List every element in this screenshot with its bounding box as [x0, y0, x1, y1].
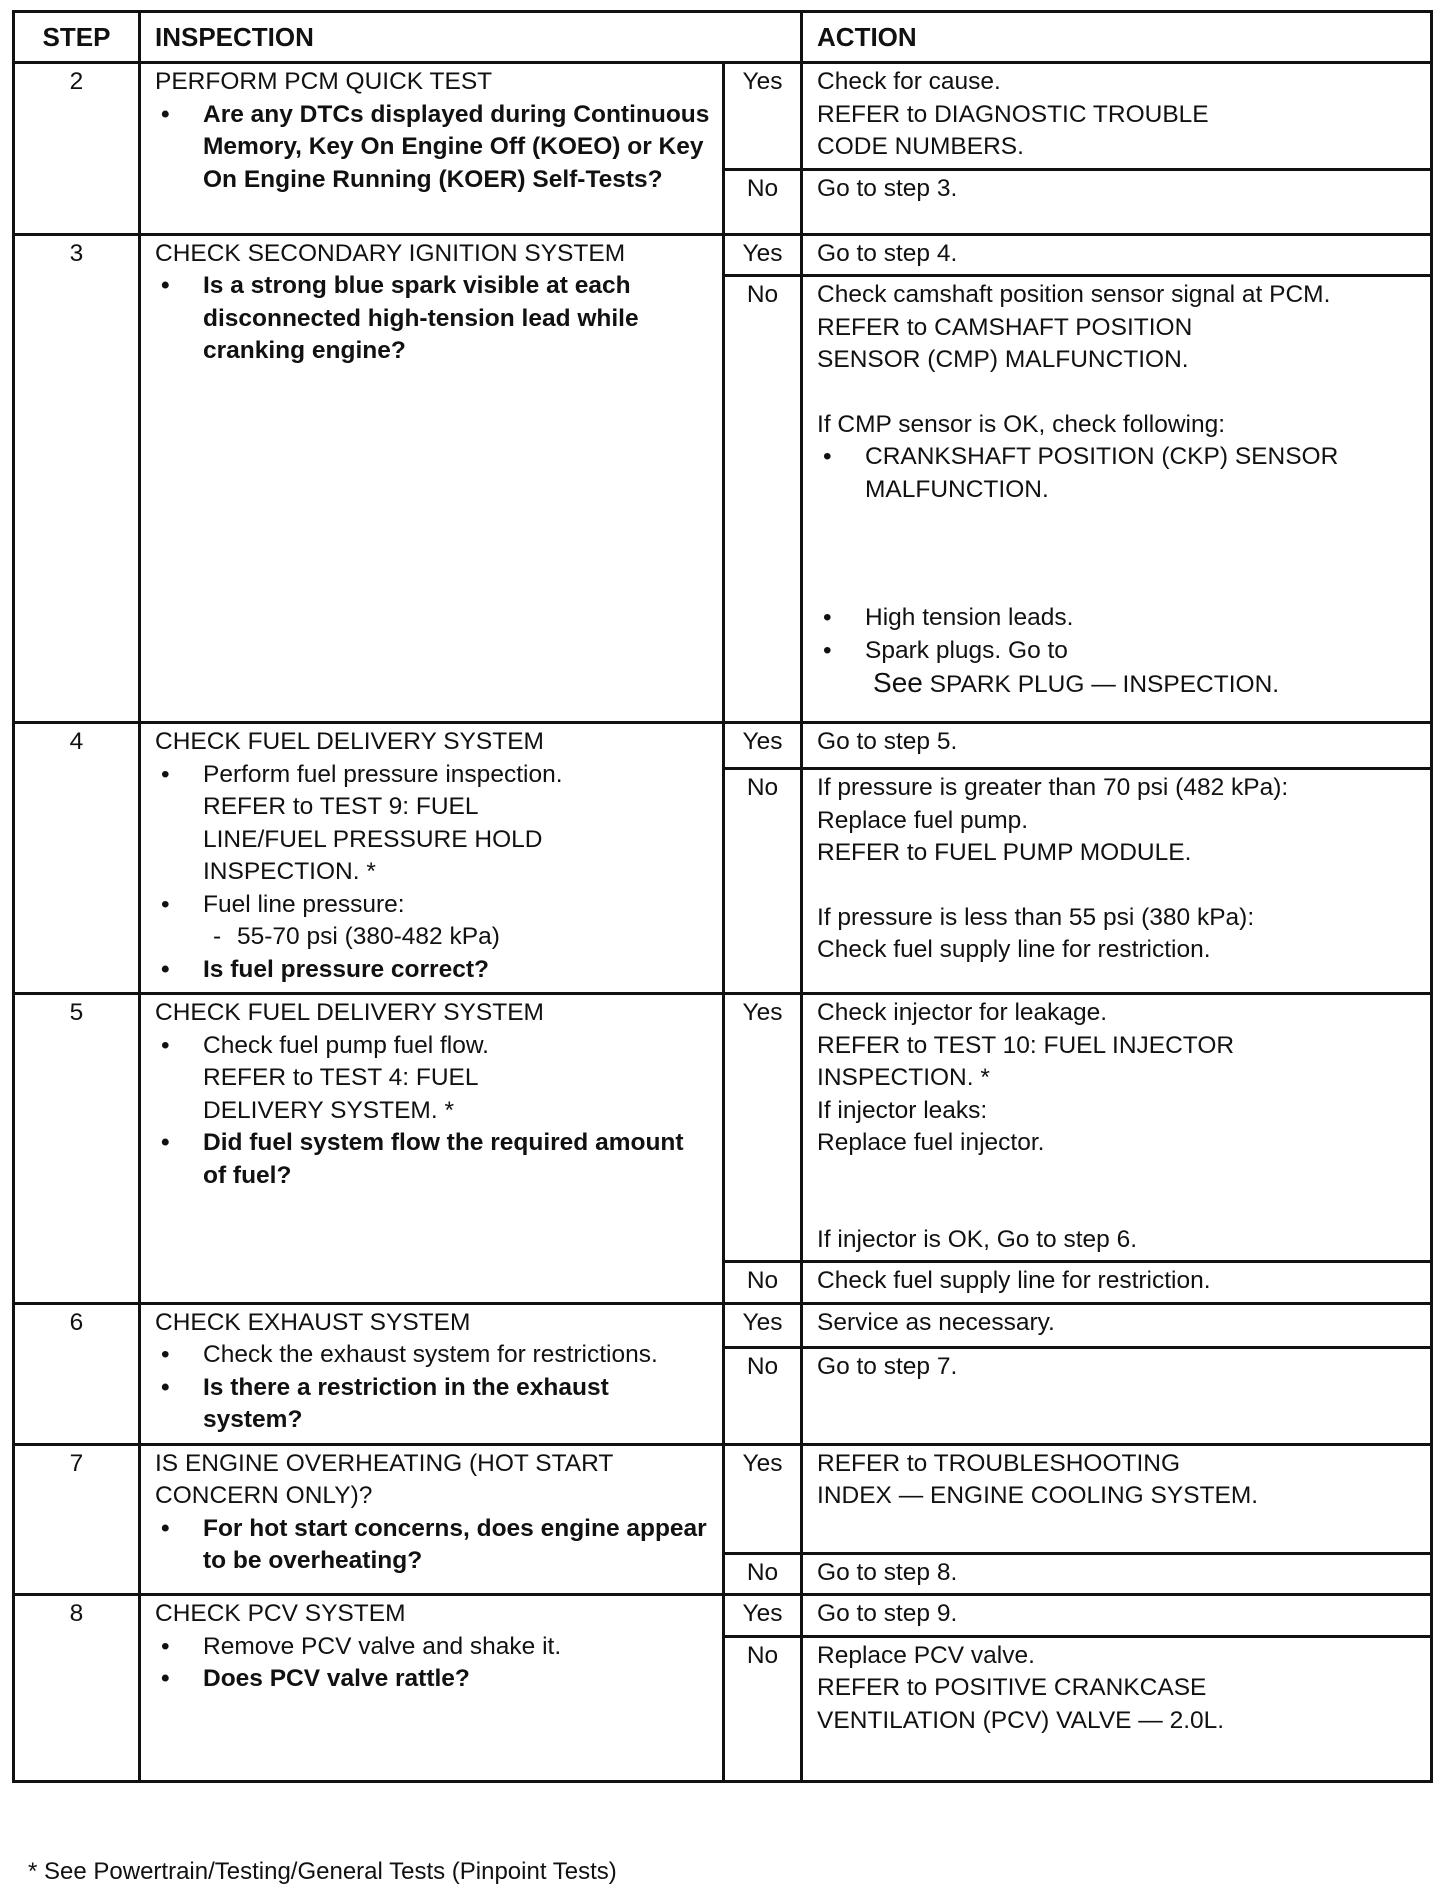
- inspection-title: CHECK FUEL DELIVERY SYSTEM: [155, 999, 544, 1026]
- see-label: See: [873, 667, 923, 698]
- table-row: [14, 63, 1432, 170]
- list-item: • High tension leads.: [817, 602, 1420, 635]
- table-row: [14, 1303, 1432, 1347]
- inspection-title: PERFORM PCM QUICK TEST: [155, 68, 493, 95]
- diagnostic-table: [12, 10, 1433, 1783]
- step-number: 6: [14, 1303, 140, 1444]
- inspection-bullet: • Check the exhaust system for restrictions.: [155, 1339, 712, 1372]
- inspection-question: • Are any DTCs displayed during Continuous Memory, Key On Engine Off (KOEO) or Key On Engine Running (KOER) Self-Tests?: [155, 99, 712, 197]
- inspection-bullet: • Check fuel pump fuel flow.: [155, 1030, 712, 1063]
- yes-label: Yes: [724, 723, 802, 769]
- inspection-cell: [140, 63, 724, 235]
- no-action: Go to step 3.: [802, 169, 1432, 234]
- inspection-cell: [140, 1303, 724, 1444]
- yes-action: REFER to TROUBLESHOOTING INDEX — ENGINE COOLING SYSTEM.: [802, 1444, 1432, 1553]
- inspection-question: • Does PCV valve rattle?: [155, 1663, 712, 1696]
- no-label: No: [724, 169, 802, 234]
- table-row: [14, 234, 1432, 276]
- header-inspection: INSPECTION: [140, 12, 802, 63]
- table-row: [14, 1595, 1432, 1637]
- step-number: 8: [14, 1595, 140, 1782]
- inspection-title: CHECK PCV SYSTEM: [155, 1600, 406, 1627]
- table-row: [14, 994, 1432, 1262]
- inspection-title: CHECK EXHAUST SYSTEM: [155, 1308, 471, 1336]
- inspection-bullet: • Remove PCV valve and shake it.: [155, 1631, 712, 1664]
- inspection-subitem: - 55-70 psi (380-482 kPa): [155, 921, 712, 954]
- diagnostic-document: [12, 10, 1430, 1783]
- inspection-question: • For hot start concerns, does engine appear to be overheating?: [155, 1513, 712, 1578]
- header-row: [14, 12, 1432, 63]
- yes-label: Yes: [724, 234, 802, 276]
- inspection-bullet: • Perform fuel pressure inspection.: [155, 759, 712, 792]
- step-number: 4: [14, 723, 140, 994]
- no-action: Check camshaft position sensor signal at PCM. REFER to CAMSHAFT POSITION SENSOR (CMP) MALFUNCTION. If CMP sensor is OK, check following: • CRANKSHAFT POSITION (CKP) SENSOR MALFUNCTION. • High tension leads. • Spark plugs. Go to See SPARK PLUG — INSPECTION.: [802, 276, 1432, 723]
- inspection-title: IS ENGINE OVERHEATING (HOT START CONCERN ONLY)?: [155, 1449, 613, 1509]
- inspection-cell: CHECK FUEL DELIVERY SYSTEM • Perform fuel pressure inspection. REFER to TEST 9: FUEL LINE/FUEL PRESSURE HOLD INSPECTION. * • Fuel line pressure: - 55-70 psi (380-482 kPa) • Is fuel pressure correct?: [140, 723, 724, 994]
- inspection-question: • Is a strong blue spark visible at each disconnected high-tension lead while cranking engine?: [155, 270, 712, 368]
- header-step: STEP: [14, 12, 140, 63]
- no-action: Check fuel supply line for restriction.: [802, 1262, 1432, 1304]
- list-item: • Spark plugs. Go to: [817, 635, 1420, 668]
- table-row: [14, 1444, 1432, 1553]
- table-row: [14, 723, 1432, 769]
- see-reference: SPARK PLUG — INSPECTION.: [929, 671, 1280, 698]
- yes-action: Go to step 5.: [802, 723, 1432, 769]
- no-label: No: [724, 1347, 802, 1444]
- yes-label: Yes: [724, 1303, 802, 1347]
- step-number: 2: [14, 63, 140, 235]
- step-number: 3: [14, 234, 140, 723]
- header-action: ACTION: [802, 12, 1432, 63]
- inspection-cell: [140, 1444, 724, 1595]
- inspection-question: • Is there a restriction in the exhaust system?: [155, 1372, 712, 1437]
- list-item: • CRANKSHAFT POSITION (CKP) SENSOR MALFUNCTION.: [817, 441, 1420, 506]
- yes-action: Go to step 9.: [802, 1595, 1432, 1637]
- yes-action: Service as necessary.: [802, 1303, 1432, 1347]
- no-label: No: [724, 769, 802, 994]
- step-number: 7: [14, 1444, 140, 1595]
- yes-label: Yes: [724, 1444, 802, 1553]
- inspection-bullet: • Fuel line pressure:: [155, 889, 712, 922]
- no-action: Replace PCV valve. REFER to POSITIVE CRANKCASE VENTILATION (PCV) VALVE — 2.0L.: [802, 1636, 1432, 1781]
- no-label: No: [724, 1553, 802, 1595]
- inspection-cell: [140, 234, 724, 723]
- no-action: If pressure is greater than 70 psi (482 kPa): Replace fuel pump. REFER to FUEL PUMP MODULE. If pressure is less than 55 psi (380 kPa): Check fuel supply line for restriction.: [802, 769, 1432, 994]
- inspection-question: • Did fuel system flow the required amount of fuel?: [155, 1127, 712, 1192]
- inspection-question: • Is fuel pressure correct?: [155, 954, 712, 987]
- no-action: Go to step 8.: [802, 1553, 1432, 1595]
- yes-action: Check injector for leakage. REFER to TEST 10: FUEL INJECTOR INSPECTION. * If injector leaks: Replace fuel injector. If injector is OK, Go to step 6.: [802, 994, 1432, 1262]
- inspection-title: CHECK FUEL DELIVERY SYSTEM: [155, 728, 544, 755]
- yes-action: Go to step 4.: [802, 234, 1432, 276]
- inspection-cell: CHECK FUEL DELIVERY SYSTEM • Check fuel pump fuel flow. REFER to TEST 4: FUEL DELIVERY SYSTEM. * • Did fuel system flow the required amount of fuel?: [140, 994, 724, 1304]
- inspection-title: CHECK SECONDARY IGNITION SYSTEM: [155, 239, 626, 267]
- yes-action: Check for cause. REFER to DIAGNOSTIC TROUBLE CODE NUMBERS.: [802, 63, 1432, 170]
- yes-label: Yes: [724, 1595, 802, 1637]
- no-label: No: [724, 1262, 802, 1304]
- no-label: No: [724, 1636, 802, 1781]
- no-label: No: [724, 276, 802, 723]
- no-action: Go to step 7.: [802, 1347, 1432, 1444]
- yes-label: Yes: [724, 63, 802, 170]
- inspection-cell: [140, 1595, 724, 1782]
- step-number: 5: [14, 994, 140, 1304]
- footnote: * See Powertrain/Testing/General Tests (Pinpoint Tests): [28, 1858, 617, 1885]
- yes-label: Yes: [724, 994, 802, 1262]
